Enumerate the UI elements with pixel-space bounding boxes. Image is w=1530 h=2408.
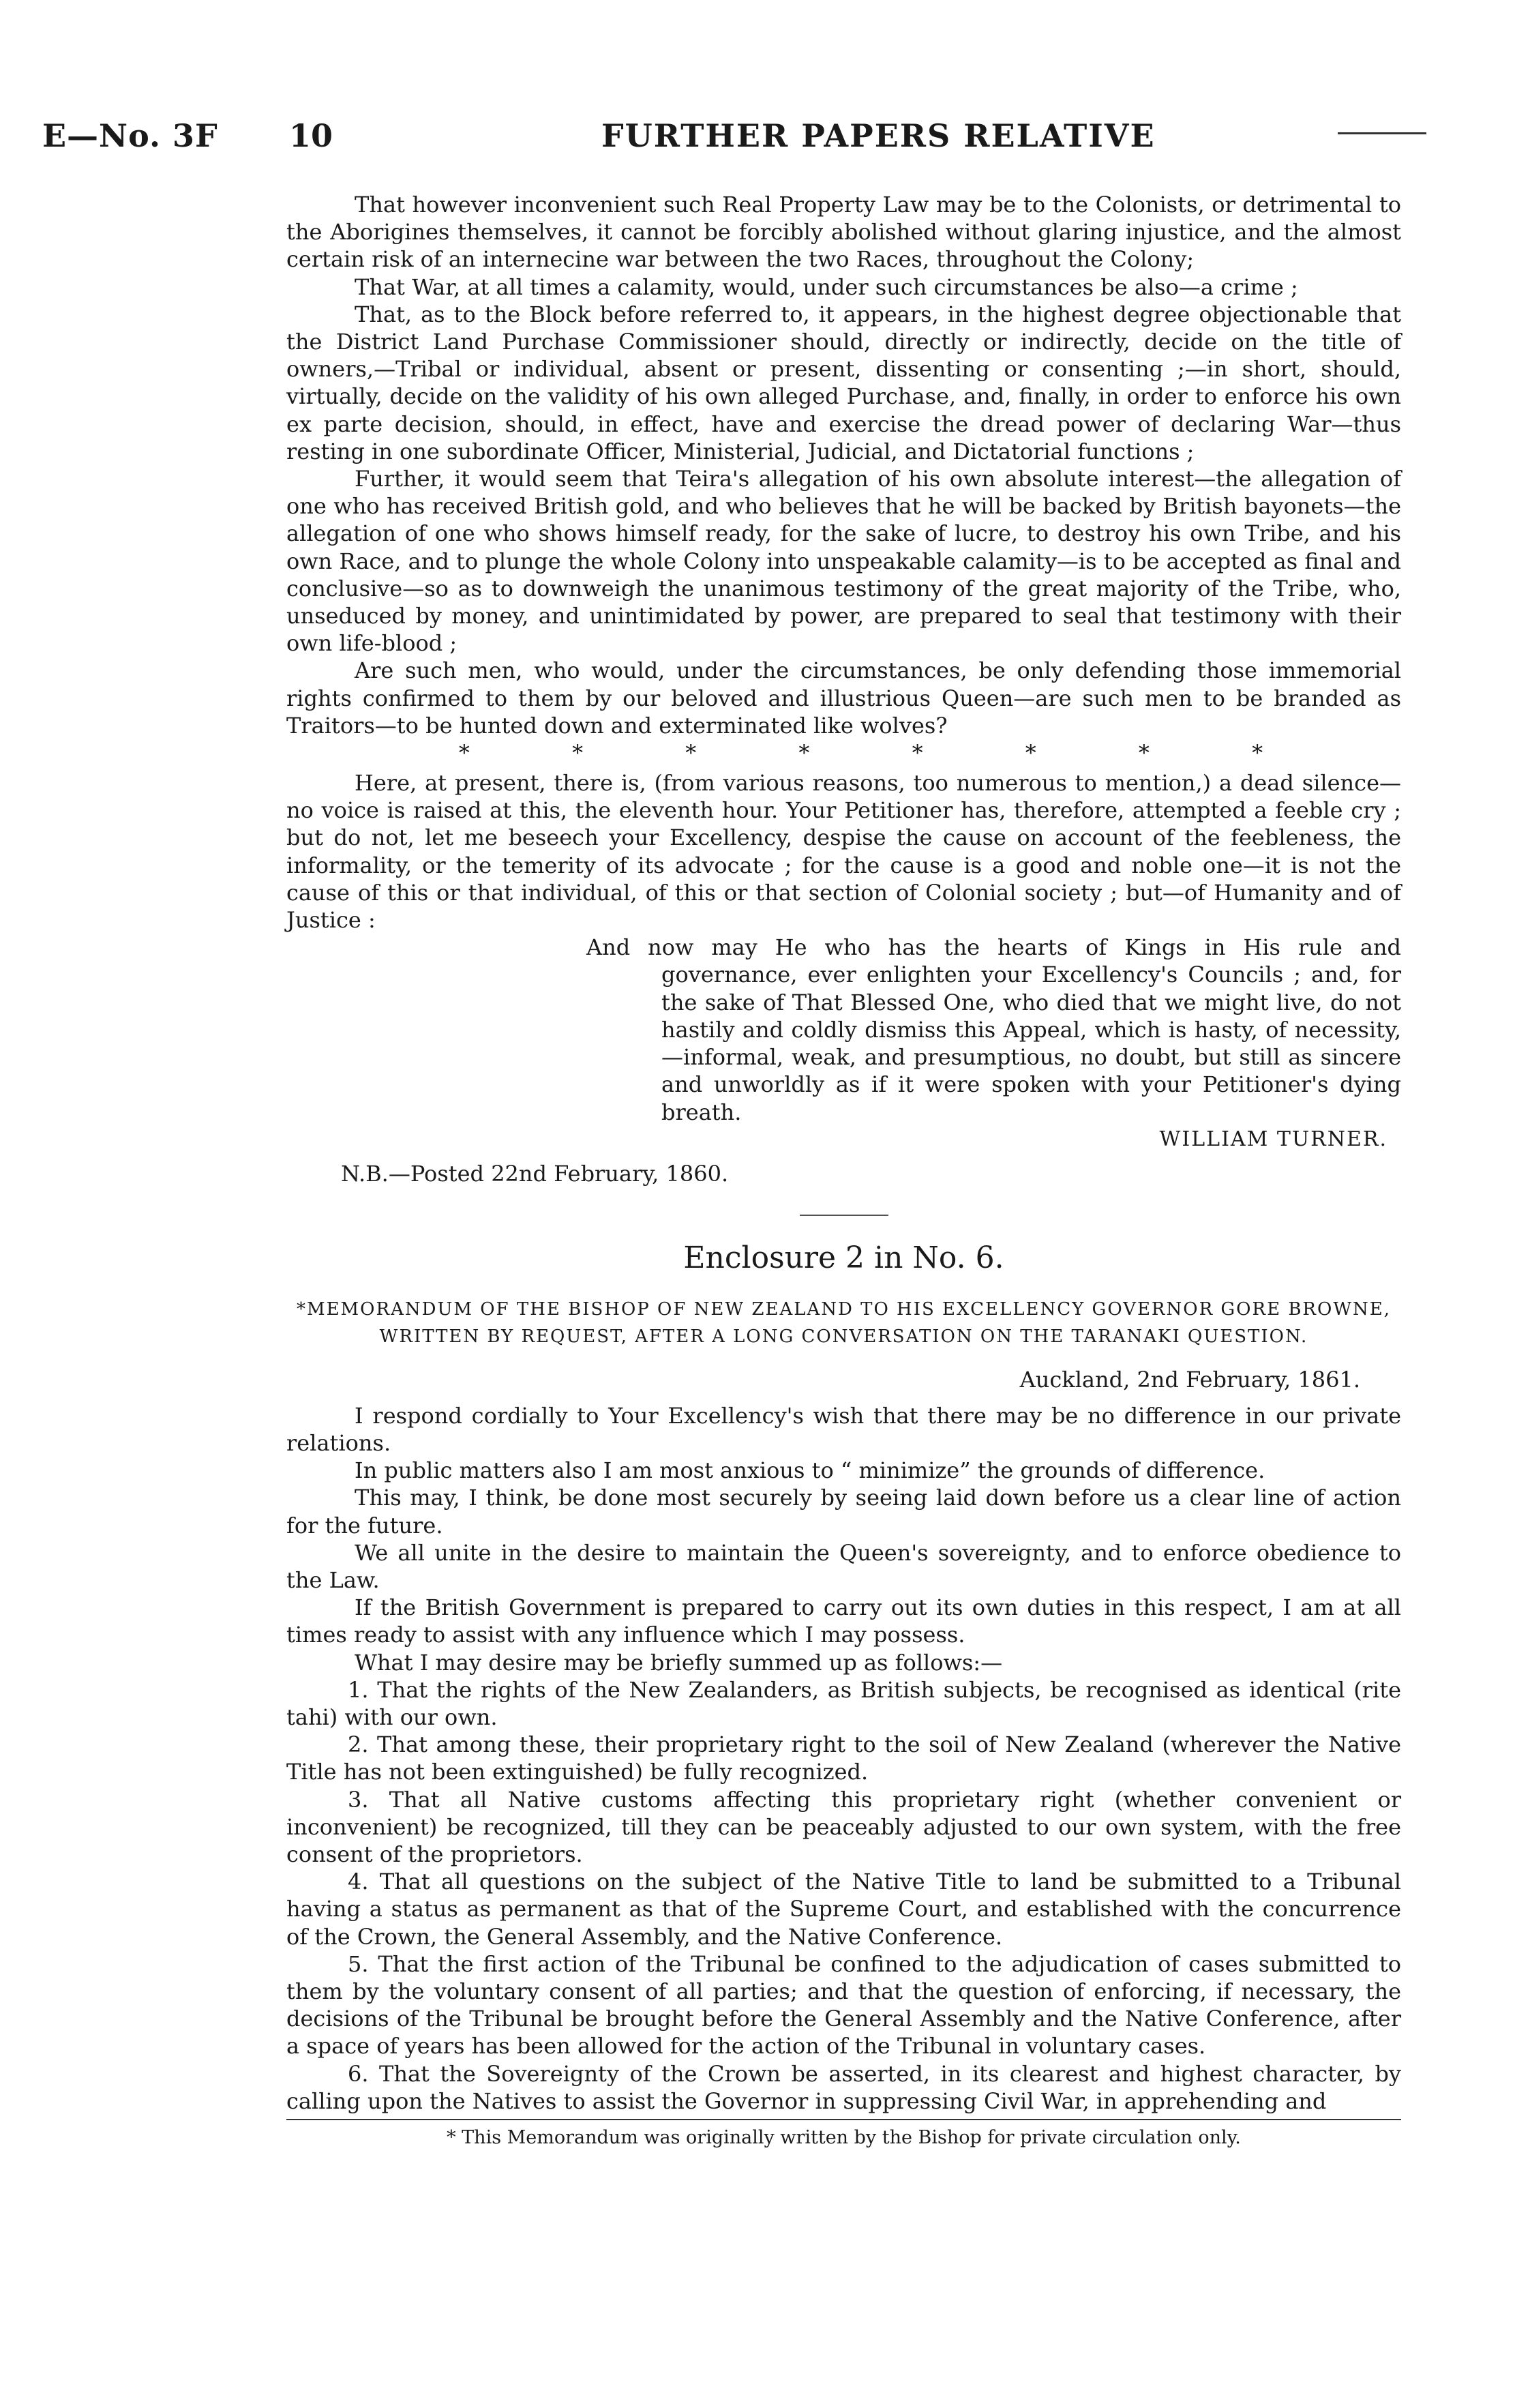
memo-point: 2. That among these, their proprietary right to the soil of New Zealand (wherever the Native Title has not been extinguished) be fully recognized. [286, 1731, 1401, 1785]
memo-paragraph: If the British Government is prepared to carry out its own duties in this respect, I am at all times ready to assist with any influence which I may possess. [286, 1594, 1401, 1648]
signature: WILLIAM TURNER. [1159, 1127, 1388, 1151]
section-stars: * * * * * * * * [458, 740, 1311, 767]
running-title: FURTHER PAPERS RELATIVE [601, 117, 1156, 154]
memo-paragraph: I respond cordially to Your Excellency's wish that there may be no difference in our private relations. [286, 1402, 1401, 1456]
memo-point: 5. That the first action of the Tribunal be confined to the adjudication of cases submitted to them by the voluntary consent of all parties; and that the question of enforcing, if necessary, the decisions of the Tribunal be brought before the General Assembly and the Native Conference, after a space of years has been allowed for the action of the Tribunal in voluntary cases. [286, 1950, 1401, 2060]
enclosure-heading: Enclosure 2 in No. 6. [683, 1240, 1004, 1275]
page-number: 10 [289, 117, 333, 154]
petition-prayer: And now may He who has the hearts of Kings in His rule and governance, ever enlighten your Excellency's Councils ; and, for the sake of That Blessed One, who died that we might live, do not hastily and coldly dismiss this Appeal, which is hasty, of necessity,—informal, weak, and presumptious, no doubt, but still as sincere and unworldly as if it were spoken with your Petitioner's dying breath. [586, 934, 1401, 1125]
petition-paragraph: That, as to the Block before referred to, it appears, in the highest degree objectionable that the District Land Purchase Commissioner should, directly or indirectly, decide on the title of owners,—Tribal or individual, absent or present, dissenting or consenting ;—in short, should, virtually, decide on the validity of his own alleged Purchase, and, finally, in order to enforce his own ex parte decision, should, in effect, have and exercise the dread power of declaring War—thus resting in one subordinate Officer, Ministerial, Judicial, and Dictatorial functions ; [286, 301, 1401, 464]
petition-paragraph: Further, it would seem that Teira's allegation of his own absolute interest—the allegation of one who has received British gold, and who believes that he will be backed by British bayonets—the allegation of one who shows himself ready, for the sake of lucre, to destroy his own Tribe, and his own Race, and to plunge the whole Colony into unspeakable calamity—is to be accepted as final and conclusive—so as to downweigh the unanimous testimony of the great majority of the Tribe, who, unseduced by money, and unintimidated by power, are prepared to seal that testimony with their own life-blood ; [286, 466, 1401, 657]
section-divider [800, 1215, 888, 1216]
petition-paragraph: That however inconvenient such Real Property Law may be to the Colonists, or detrimental to the Aborigines themselves, it cannot be forcibly abolished without glaring injustice, and the almost certain risk of an internecine war between the two Races, throughout the Colony; [286, 192, 1401, 273]
footnote-rule [286, 2119, 1401, 2120]
series-number: E—No. 3F [42, 117, 218, 154]
header-rule [1338, 132, 1426, 134]
memorandum-title: *MEMORANDUM OF THE BISHOP OF NEW ZEALAND TO HIS EXCELLENCY GOVERNOR GORE BROWNE, WRITTEN BY REQUEST, AFTER A LONG CONVERSATION ON THE TARANAKI QUESTION. [296, 1298, 1392, 1347]
footnote: * This Memorandum was originally written by the Bishop for private circulation only. [447, 2126, 1241, 2148]
memo-paragraph: In public matters also I am most anxious to “ minimize” the grounds of difference. [355, 1457, 1265, 1484]
memo-paragraph: This may, I think, be done most securely by seeing laid down before us a clear line of action for the future. [286, 1485, 1401, 1539]
petition-closing: Here, at present, there is, (from various reasons, too numerous to mention,) a dead silence—no voice is raised at this, the eleventh hour. Your Petitioner has, therefore, attempted a feeble cry ; but do not, let me beseech your Excellency, despise the cause on account of the feebleness, the informality, or the temerity of its advocate ; for the cause is a good and noble one—it is not the cause of this or that individual, of this or that section of Colonial society ; but—of Humanity and of Justice : [286, 770, 1401, 934]
memo-paragraph: What I may desire may be briefly summed up as follows:— [355, 1649, 1003, 1676]
posting-note: N.B.—Posted 22nd February, 1860. [341, 1160, 729, 1187]
memo-point: 4. That all questions on the subject of the Native Title to land be submitted to a Tribunal having a status as permanent as that of the Supreme Court, and established with the concurrence of the Crown, the General Assembly, and the Native Conference. [286, 1869, 1401, 1950]
petition-paragraph: That War, at all times a calamity, would, under such circumstances be also—a crime ; [355, 273, 1298, 300]
page-header [42, 117, 1488, 165]
petition-prayer-block [586, 934, 1401, 1125]
memo-date: Auckland, 2nd February, 1861. [1019, 1366, 1360, 1393]
memo-point: 3. That all Native customs affecting this proprietary right (whether convenient or inconvenient) be recognized, till they can be peaceably adjusted to our own system, with the free consent of the proprietors. [286, 1786, 1401, 1867]
memo-points [286, 1676, 1401, 2115]
memo-point: 1. That the rights of the New Zealanders, as British subjects, be recognised as identical (rite tahi) with our own. [286, 1676, 1401, 1730]
body-text [286, 191, 1401, 2148]
petition-paragraph: Are such men, who would, under the circumstances, be only defending those immemorial rights confirmed to them by our beloved and illustrious Queen—are such men to be branded as Traitors—to be hunted down and exterminated like wolves? [286, 657, 1401, 739]
memo-paragraph: We all unite in the desire to maintain the Queen's sovereignty, and to enforce obedience to the Law. [286, 1539, 1401, 1593]
memo-point: 6. That the Sovereignty of the Crown be asserted, in its clearest and highest character, by calling upon the Natives to assist the Governor in suppressing Civil War, in apprehending and [286, 2060, 1401, 2114]
